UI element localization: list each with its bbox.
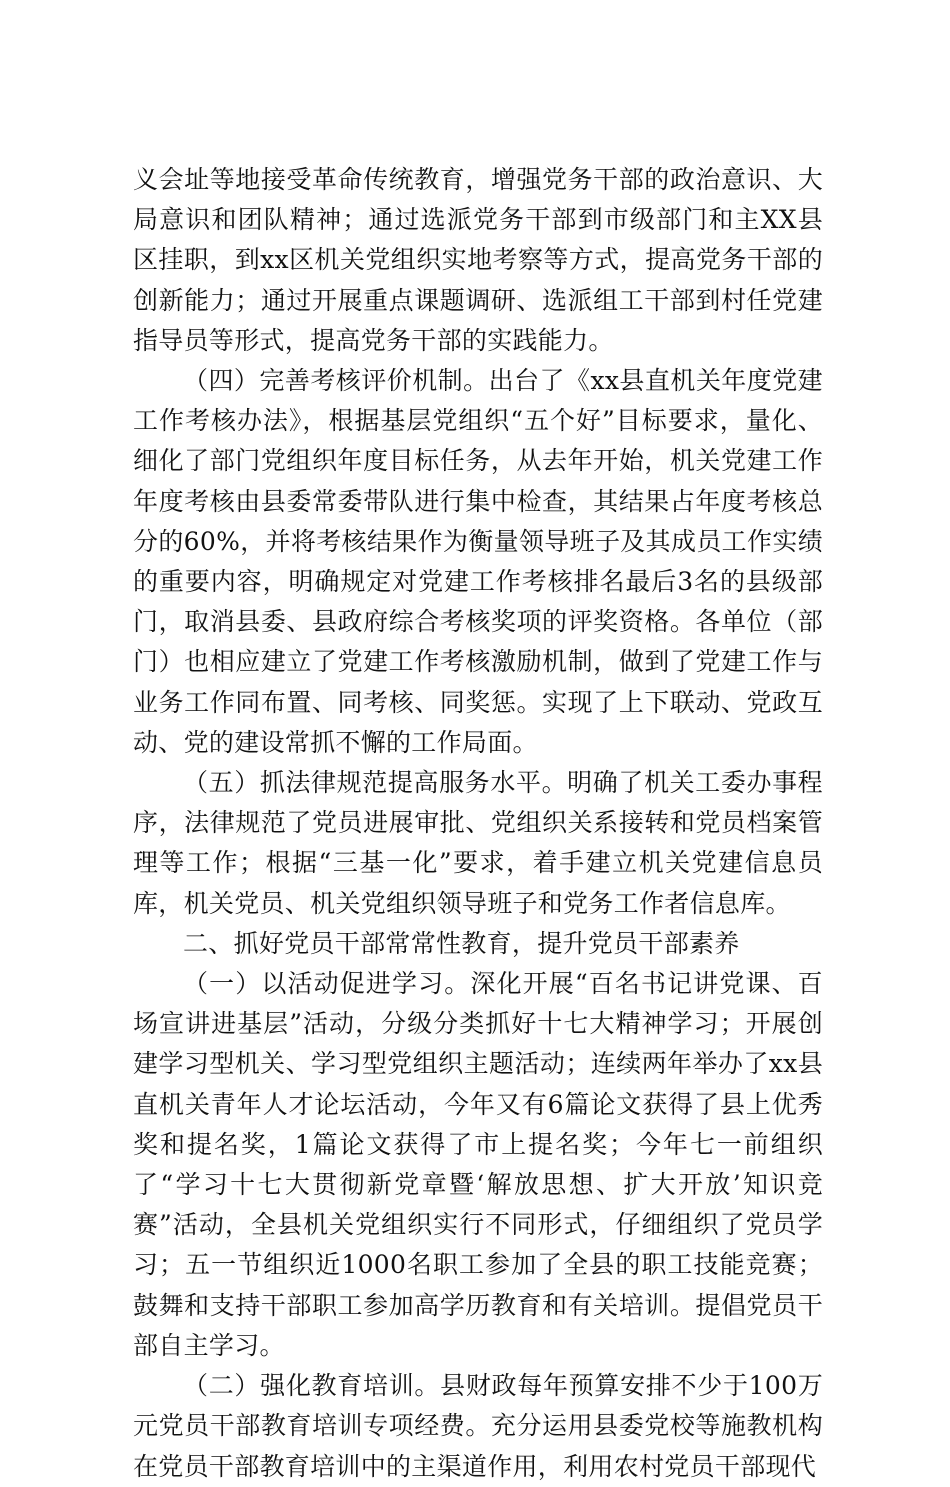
paragraph-subsection-2: （二）强化教育培训。县财政每年预算安排不少于100万元党员干部教育培训专项经费。充分运用县委党校等施教机构在党员干部教育培训中的主渠道作用，利用农村党员干部现代	[133, 1371, 823, 1481]
paragraph-continued: 义会址等地接受革命传统教育，增强党务干部的政治意识、大局意识和团队精神；通过选派党务干部到市级部门和主XX县区挂职，到xx区机关党组织实地考察等方式，提高党务干部的创新能力；通过开展重点课题调研、选派组工干部到村任党建指导员等形式，提高党务干部的实践能力。	[133, 165, 823, 355]
paragraph-section-5: （五）抓法律规范提高服务水平。明确了机关工委办事程序，法律规范了党员进展审批、党组织关系接转和党员档案管理等工作；根据“三基一化”要求，着手建立机关党建信息员库，机关党员、机关党组织领导班子和党务工作者信息库。	[133, 768, 823, 918]
paragraph-section-4: （四）完善考核评价机制。出台了《xx县直机关年度党建工作考核办法》，根据基层党组织“五个好”目标要求，量化、细化了部门党组织年度目标任务，从去年开始，机关党建工作年度考核由县委常委带队进行集中检查，其结果占年度考核总分的60%，并将考核结果作为衡量领导班子及其成员工作实绩的重要内容，明确规定对党建工作考核排名最后3名的县级部门，取消县委、县政府综合考核奖项的评奖资格。各单位（部门）也相应建立了党建工作考核激励机制，做到了党建工作与业务工作同布置、同考核、同奖惩。实现了上下联动、党政互动、党的建设常抓不懈的工作局面。	[133, 366, 823, 757]
document-body	[133, 160, 823, 1487]
section-heading-2: 二、抓好党员干部常常性教育，提升党员干部素养	[183, 928, 740, 958]
paragraph-subsection-1: （一）以活动促进学习。深化开展“百名书记讲党课、百场宣讲进基层”活动，分级分类抓好十七大精神学习；开展创建学习型机关、学习型党组织主题活动；连续两年举办了xx县直机关青年人才论坛活动，今年又有6篇论文获得了县上优秀奖和提名奖，1篇论文获得了市上提名奖；今年七一前组织了“学习十七大贯彻新党章暨‘解放思想、扩大开放’知识竞赛”活动，全县机关党组织实行不同形式，仔细组织了党员学习；五一节组织近1000名职工参加了全县的职工技能竞赛；鼓舞和支持干部职工参加高学历教育和有关培训。提倡党员干部自主学习。	[133, 969, 823, 1360]
